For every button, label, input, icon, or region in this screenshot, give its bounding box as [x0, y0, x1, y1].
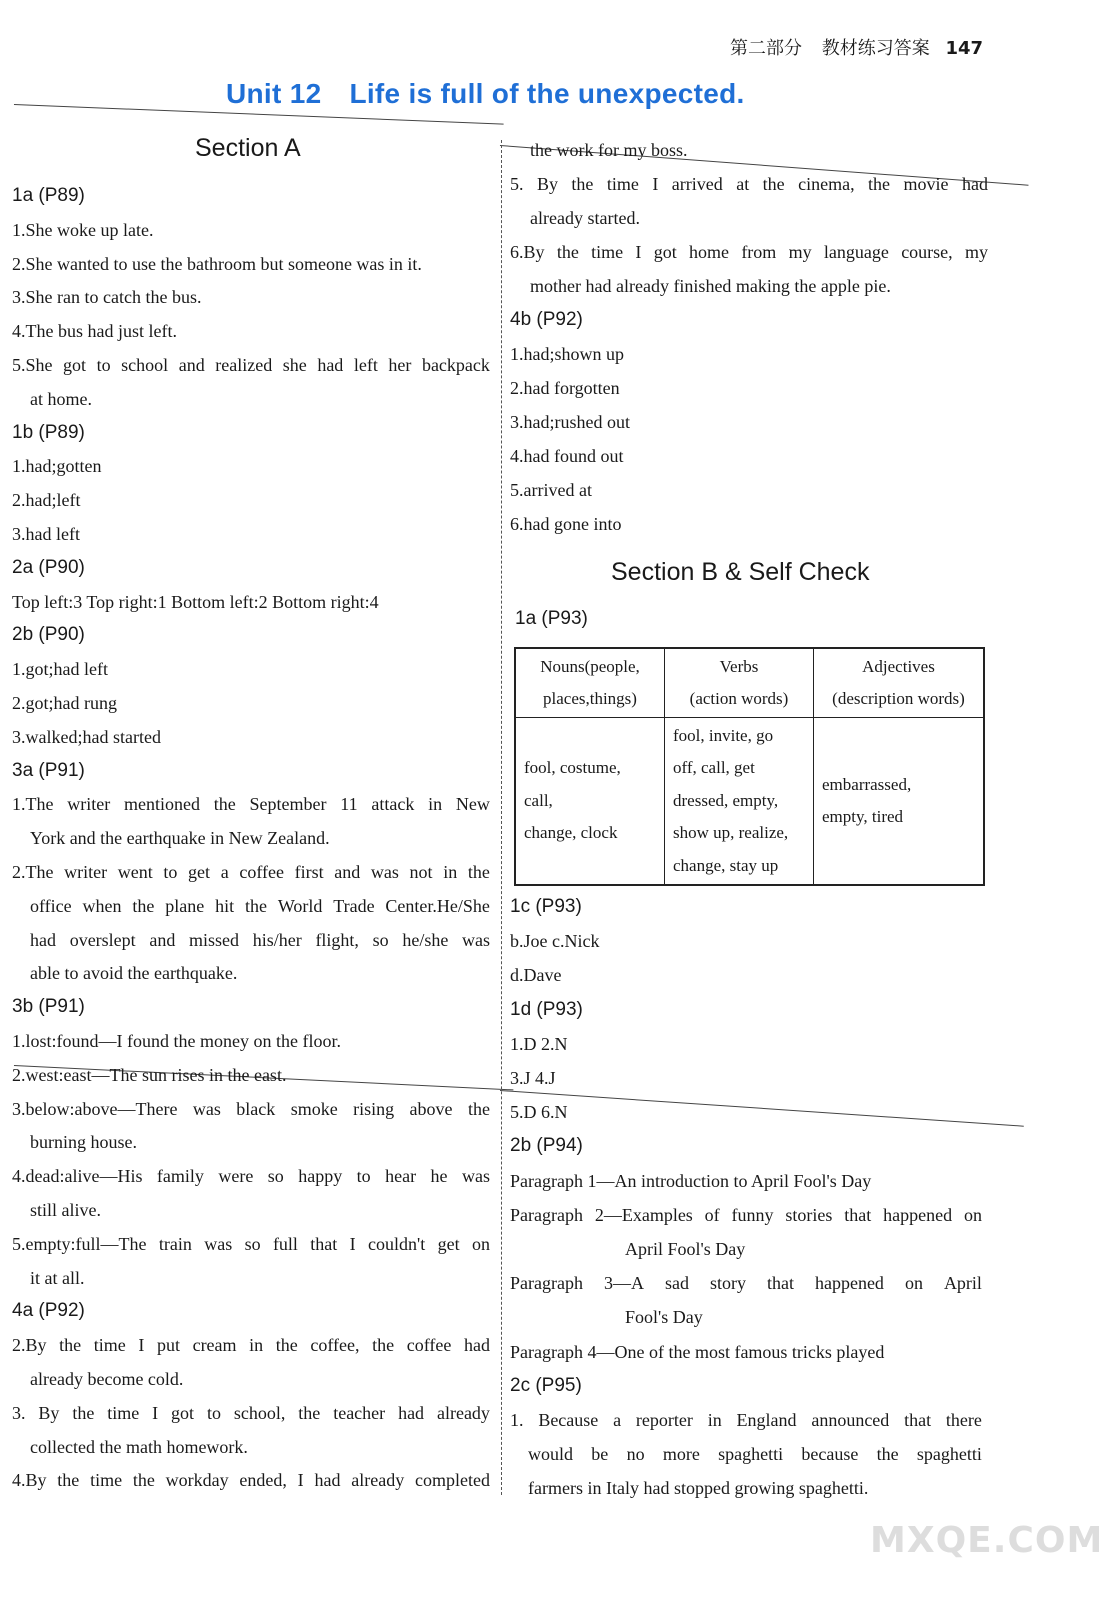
answer-line: 1.had;gotten [12, 456, 102, 477]
answer-line: Fool's Day [625, 1307, 703, 1328]
answer-line: 2.had forgotten [510, 378, 620, 398]
section-b-title: Section B & Self Check [611, 558, 870, 586]
answer-line: 4.By the time the workday ended, I had already completed [12, 1470, 490, 1491]
answer-line: 2.By the time I put cream in the coffee, the coffee had [12, 1335, 490, 1356]
answer-label: 3a (P91) [12, 759, 85, 781]
answer-line: it at all. [30, 1267, 85, 1288]
unit-number: Unit 12 [226, 78, 322, 109]
answer-line: office when the plane hit the World Trade Center.He/She [30, 895, 490, 916]
table-header: Verbs (action words) [665, 648, 814, 718]
answer-line: 2.west:east—The sun rises in the east. [12, 1064, 287, 1085]
answer-line: farmers in Italy had stopped growing spaghetti. [528, 1478, 869, 1499]
answer-label: 1b (P89) [12, 421, 85, 443]
watermark: MXQE.COM [870, 1520, 1103, 1561]
answer-line: April Fool's Day [625, 1239, 746, 1259]
answer-line: 5.D 6.N [510, 1102, 568, 1123]
answer-line: 1.had;shown up [510, 344, 624, 364]
header-part: 第二部分 [730, 38, 802, 59]
answer-line: 1.got;had left [12, 659, 108, 680]
page-header [730, 34, 983, 60]
divider-rule [500, 1090, 1024, 1127]
answer-line: mother had already finished making the apple pie. [530, 276, 891, 296]
answer-line: had overslept and missed his/her flight, so he/she was [30, 929, 490, 950]
answer-line: 1.D 2.N [510, 1033, 568, 1054]
answer-line: able to avoid the earthquake. [30, 963, 238, 984]
answer-label: 2a (P90) [12, 556, 85, 578]
answer-table [514, 647, 985, 886]
answer-line: 4.The bus had just left. [12, 321, 177, 342]
table-header: Nouns(people, places,things) [515, 648, 665, 718]
answer-line: 3.walked;had started [12, 726, 161, 747]
answer-line: 3.She ran to catch the bus. [12, 287, 202, 308]
unit-title [226, 78, 745, 110]
answer-line: Paragraph 4—One of the most famous tricks played [510, 1341, 885, 1362]
answer-label: 2b (P90) [12, 624, 85, 646]
answer-line: burning house. [30, 1132, 137, 1153]
answer-line: at home. [30, 388, 92, 409]
answer-line: York and the earthquake in New Zealand. [30, 828, 330, 849]
table-header: Adjectives (description words) [814, 648, 985, 718]
answer-label: 3b (P91) [12, 996, 85, 1018]
answer-line: 2.got;had rung [12, 693, 117, 713]
answer-line: 6.had gone into [510, 514, 622, 534]
answer-line: Paragraph 1—An introduction to April Fool's Day [510, 1170, 872, 1191]
answer-line: d.Dave [510, 965, 562, 986]
answer-label: 1a (P93) [515, 608, 588, 629]
answer-line: the work for my boss. [530, 140, 688, 160]
answer-line: would be no more spaghetti because the spaghetti [528, 1444, 982, 1465]
answer-line: 4.had found out [510, 446, 624, 466]
answer-label: 4a (P92) [12, 1300, 85, 1322]
answer-line: 5. By the time I arrived at the cinema, the movie had [510, 174, 988, 194]
answer-line: 2.had;left [12, 490, 81, 511]
answer-line: 2.The writer went to get a coffee first and was not in the [12, 862, 490, 882]
table-header-row [515, 648, 984, 718]
answer-line: 3. By the time I got to school, the teacher had already [12, 1402, 490, 1423]
answer-line: already started. [530, 208, 640, 228]
answer-line: 5.empty:full—The train was so full that I couldn't get on [12, 1233, 490, 1254]
answer-line: already become cold. [30, 1369, 184, 1389]
answer-line: 2.She wanted to use the bathroom but someone was in it. [12, 253, 422, 274]
answer-label: 1a (P89) [12, 185, 85, 206]
table-row [515, 718, 984, 886]
answer-line: 3.had left [12, 524, 80, 544]
answer-line: Paragraph 2—Examples of funny stories that happened on [510, 1204, 982, 1225]
answer-line: Paragraph 3—A sad story that happened on April [510, 1273, 982, 1294]
answer-line: 5.She got to school and realized she had left her backpack [12, 355, 490, 375]
answer-line: b.Joe c.Nick [510, 931, 600, 952]
header-book: 教材练习答案 [821, 38, 930, 59]
answer-label: 1c (P93) [510, 896, 582, 917]
column-divider [501, 140, 502, 1495]
answer-line: 6.By the time I got home from my language course, my [510, 242, 988, 262]
answer-label: 1d (P93) [510, 998, 583, 1020]
answer-line: 3.below:above—There was black smoke rising above the [12, 1098, 490, 1119]
page-number: 147 [945, 38, 984, 59]
unit-name: Life is full of the unexpected. [349, 78, 745, 109]
table-cell: fool, costume, call, change, clock [515, 718, 665, 886]
answer-line: 3.J 4.J [510, 1068, 556, 1088]
answer-label: 2b (P94) [510, 1135, 583, 1157]
answer-line: 3.had;rushed out [510, 412, 630, 432]
answer-label: 4b (P92) [510, 309, 583, 330]
answer-line: 1.lost:found—I found the money on the floor. [12, 1031, 341, 1051]
answer-line: still alive. [30, 1200, 101, 1220]
answer-line: collected the math homework. [30, 1436, 248, 1457]
table-cell: fool, invite, go off, call, get dressed, empty, show up, realize, change, stay up [665, 718, 814, 886]
answer-line: 1.She woke up late. [12, 219, 154, 240]
answer-line: 5.arrived at [510, 480, 592, 500]
answer-line: 1. Because a reporter in England announced that there [510, 1410, 982, 1430]
answer-line: 1.The writer mentioned the September 11 attack in New [12, 794, 490, 815]
table-cell: embarrassed, empty, tired [814, 718, 985, 886]
answer-line: Top left:3 Top right:1 Bottom left:2 Bottom right:4 [12, 591, 379, 612]
answer-label: 2c (P95) [510, 1374, 582, 1396]
section-a-title: Section A [195, 134, 301, 162]
answer-line: 4.dead:alive—His family were so happy to hear he was [12, 1166, 490, 1187]
